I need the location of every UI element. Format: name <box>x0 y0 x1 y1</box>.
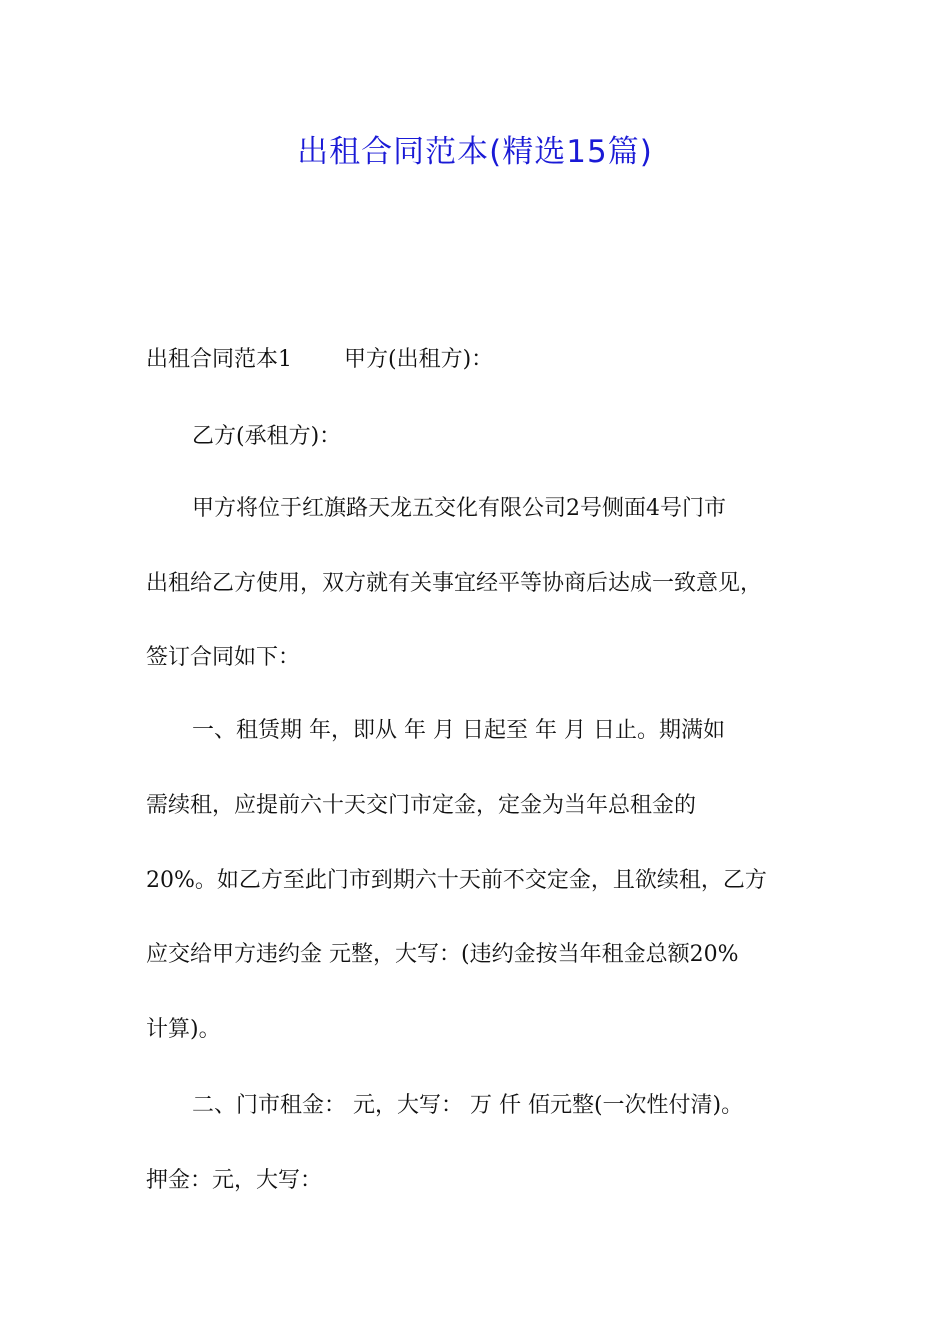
clause-line: 需续租，应提前六十天交门市定金，定金为当年总租金的 <box>146 793 697 818</box>
clause-line: 20%。如乙方至此门市到期六十天前不交定金，且欲续租，乙方 <box>146 868 767 893</box>
clause-line: 应交给甲方违约金 元整，大写：(违约金按当年租金总额20% <box>146 942 739 967</box>
clause-line: 押金：元，大写： <box>146 1168 323 1193</box>
section-label: 出租合同范本1 <box>146 347 292 372</box>
party-a-label: 甲方(出租方)： <box>344 347 494 372</box>
paragraph-line: 签订合同如下： <box>146 645 301 670</box>
clause-line: 计算)。 <box>146 1017 221 1042</box>
clause-line: 一、租赁期 年，即从 年 月 日起至 年 月 日止。期满如 <box>192 718 725 743</box>
contract-heading-line <box>146 343 826 377</box>
document-title: 出租合同范本(精选15篇) <box>297 134 653 170</box>
paragraph-line: 出租给乙方使用，双方就有关事宜经平等协商后达成一致意见， <box>146 571 763 596</box>
paragraph-line: 甲方将位于红旗路天龙五交化有限公司2号侧面4号门市 <box>192 496 726 521</box>
clause-line: 二、门市租金： 元，大写： 万 仟 佰元整(一次性付清)。 <box>192 1093 744 1118</box>
party-b-line: 乙方(承租方)： <box>192 424 342 449</box>
